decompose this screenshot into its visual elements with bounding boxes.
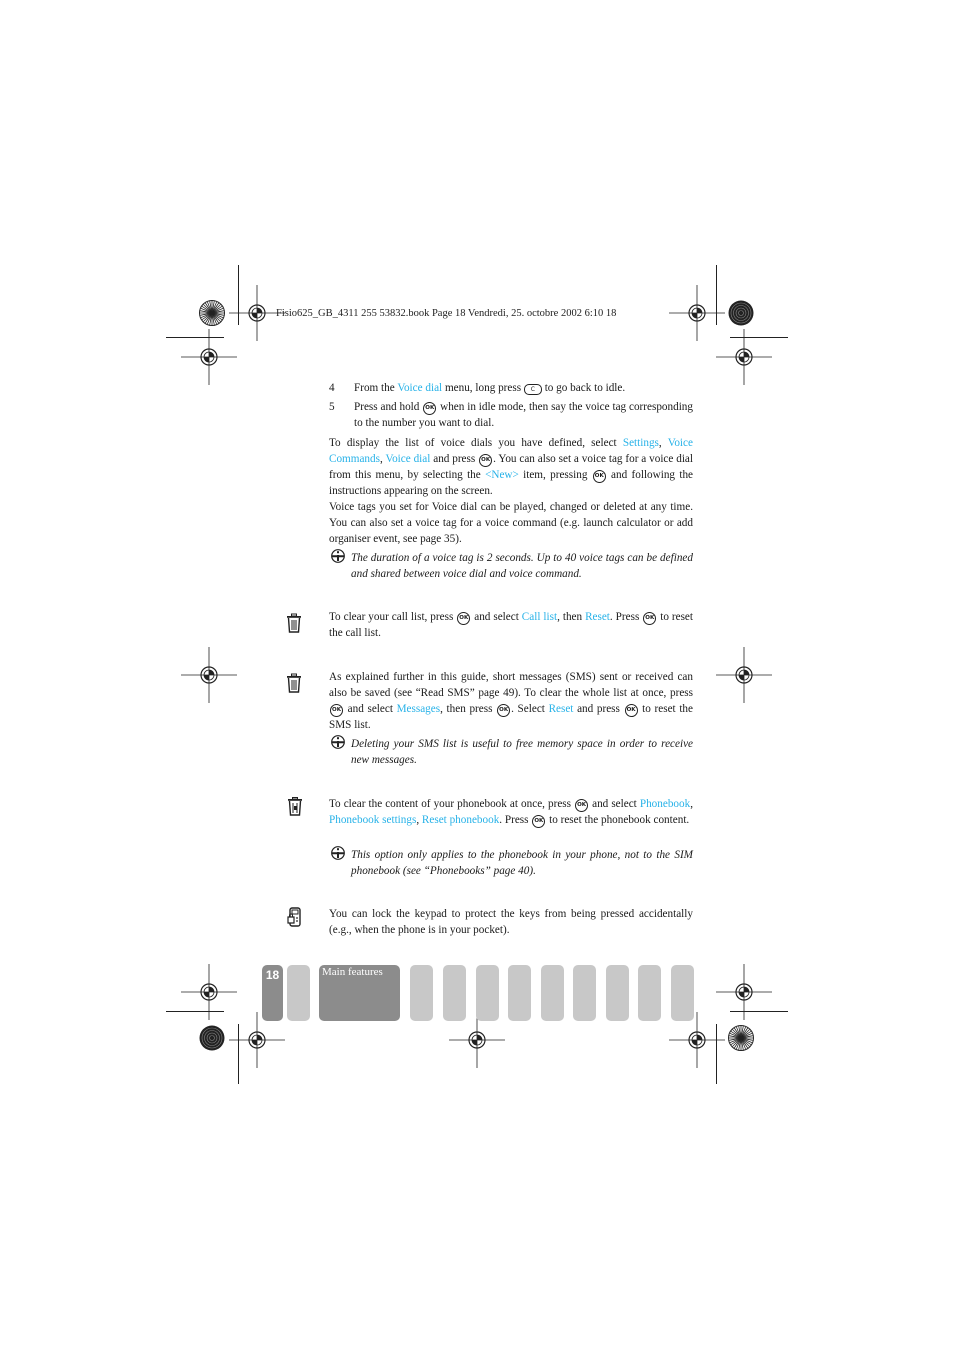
phonebook-trash-icon (287, 797, 303, 817)
link-phonebook[interactable]: Phonebook (639, 798, 691, 810)
phonebook-note: This option only applies to the phonebook in your phone, not to the SIM phonebook (see “Phonebooks” page 40). (351, 849, 693, 877)
tab-block (476, 965, 499, 1021)
link-voice-commands[interactable]: Voice Commands (329, 437, 693, 465)
link-reset-phonebook[interactable]: Reset phonebook (421, 814, 500, 826)
voice-step-4: 4 From the Voice dial menu, long press C to go back to idle. (329, 382, 626, 394)
chapter-tab[interactable] (319, 965, 400, 1021)
tab-block (541, 965, 564, 1021)
trash-icon (286, 613, 302, 633)
ok-key-icon: OK (593, 470, 606, 483)
trash-icon (286, 673, 302, 693)
file-header: Fisio625_GB_4311 255 53832.book Page 18 Vendredi, 25. octobre 2002 6:10 18 (276, 308, 617, 319)
tab-block (287, 965, 310, 1021)
tab-block (638, 965, 661, 1021)
tab-block (508, 965, 531, 1021)
page-number-tab (262, 965, 283, 1021)
page-number: 18 (265, 968, 280, 982)
keypad-lock-icon (287, 907, 303, 927)
keypad-para: You can lock the keypad to protect the keys from being pressed accidentally (e.g., when the phone is in your pocket). (329, 908, 693, 936)
c-key-icon: C (524, 384, 542, 395)
calllist-para: To clear your call list, press OK and select Call list, then Reset. Press OK to reset the call list. (329, 611, 694, 639)
link-voice-dial-2[interactable]: Voice dial (385, 453, 431, 465)
link-settings[interactable]: Settings (622, 437, 659, 449)
ok-key-icon: OK (643, 612, 656, 625)
ok-key-icon: OK (330, 704, 343, 717)
tab-block (671, 965, 694, 1021)
info-icon (331, 846, 345, 860)
link-call-list[interactable]: Call list (521, 611, 558, 623)
info-icon (331, 549, 345, 563)
tab-block (443, 965, 466, 1021)
link-reset-sms[interactable]: Reset (548, 703, 574, 715)
ok-key-icon: OK (532, 815, 545, 828)
ok-key-icon: OK (423, 402, 436, 415)
ok-key-icon: OK (497, 704, 510, 717)
ok-key-icon: OK (625, 704, 638, 717)
tab-block (410, 965, 433, 1021)
phonebook-para: To clear the content of your phonebook at once, press OK and select Phonebook, Phonebook settings, Reset phonebook. Press OK to reset the phonebook content. (329, 798, 693, 826)
link-new[interactable]: <New> (485, 469, 519, 481)
ok-key-icon: OK (575, 799, 588, 812)
link-voice-dial[interactable]: Voice dial (397, 382, 443, 394)
tab-block (573, 965, 596, 1021)
link-reset[interactable]: Reset (585, 611, 610, 623)
tab-block (606, 965, 629, 1021)
ok-key-icon: OK (479, 454, 492, 467)
voice-para-1: To display the list of voice dials you have defined, select Settings, Voice Commands, Voice dial and press OK . You can also set a voice tag for a voice dial from this menu, by selecting the <New> item, pressing OK and following the instructions appearing on the screen. (329, 437, 694, 497)
voice-para-2: Voice tags you set for Voice dial can be played, changed or deleted at any time. You can also set a voice tag for a voice command (e.g. launch calculator or add organiser event, see page 35). (329, 501, 693, 545)
chapter-label: Main features (322, 966, 383, 978)
voice-note: The duration of a voice tag is 2 seconds. Up to 40 voice tags can be defined and shared between voice dial and voice command. (351, 552, 693, 580)
link-messages[interactable]: Messages (396, 703, 441, 715)
sms-para: As explained further in this guide, short messages (SMS) sent or received can also be saved (see “Read SMS” page 49). To clear the whole list at once, press OK and select Messages, then press OK . Select Reset and press OK to reset the SMS list. (329, 671, 693, 731)
info-icon (331, 735, 345, 749)
ok-key-icon: OK (457, 612, 470, 625)
link-phonebook-settings[interactable]: Phonebook settings (329, 814, 417, 826)
sms-note: Deleting your SMS list is useful to free memory space in order to receive new messages. (351, 738, 693, 766)
voice-step-5: 5 Press and hold OK when in idle mode, then say the voice tag corresponding to the number you want to dial. (329, 401, 693, 429)
